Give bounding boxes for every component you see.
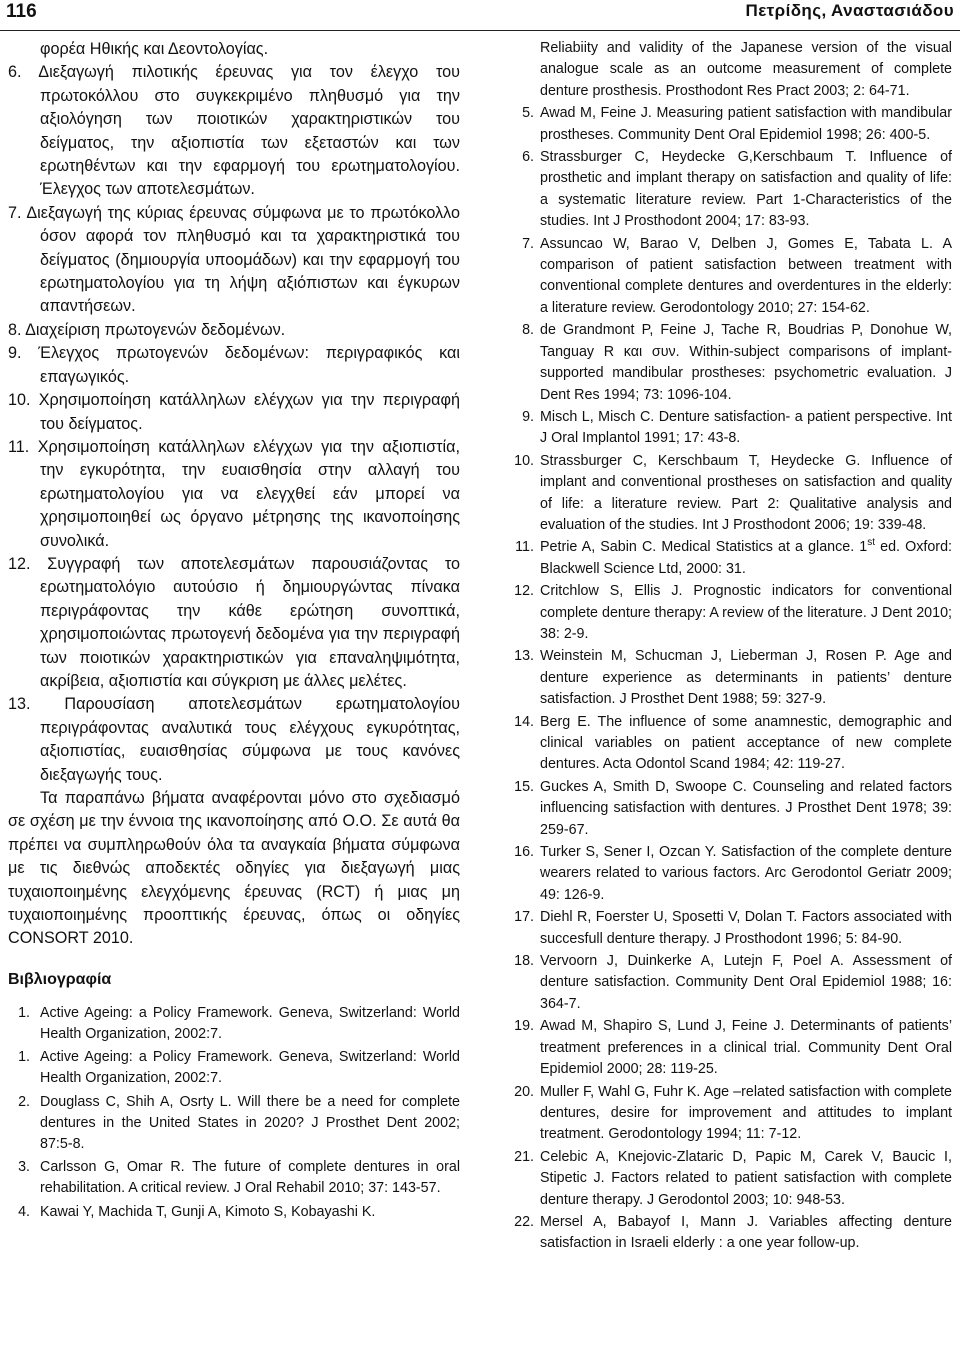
reference-number: 20. [514, 1083, 534, 1100]
reference-number: 22. [514, 1213, 534, 1230]
step-5-continuation: φορέα Ηθικής και Δεοντολογίας. [40, 40, 269, 58]
page-number: 116 [6, 1, 37, 22]
reference-text: Diehl R, Foerster U, Sposetti V, Dolan T. Factors associated with succesfull denture therapy. J Prosthodont 1996; 5: 84-90. [540, 909, 952, 947]
reference-item [8, 1092, 460, 1156]
reference-item [508, 712, 952, 776]
reference-item [8, 1047, 460, 1089]
reference-text: Active Ageing: a Policy Framework. Geneva, Switzerland: World Health Organization, 2002:7. [40, 1004, 460, 1043]
reference-item [508, 407, 952, 450]
reference-item [508, 907, 952, 950]
reference-text: Vervoorn J, Duinkerke A, Lutejn F, Poel A. Assessment of denture satisfaction. Community Dent Oral Epidemiol 1988; 16: 364-7. [540, 953, 952, 1012]
reference-number: 19. [514, 1018, 534, 1035]
reference-number: 4. [18, 1203, 30, 1220]
reference-text: Turker S, Sener I, Ozcan Y. Satisfaction of the complete denture wearers related to various factors. Arc Gerodontol Geriatr 2009; 49: 126-9. [540, 844, 952, 903]
reference-item [508, 320, 952, 406]
reference-item [508, 451, 952, 537]
reference-text: Kawai Y, Machida T, Gunji A, Kimoto S, Kobayashi K. [40, 1203, 376, 1220]
reference-text: Douglass C, Shih A, Osrty L. Will there be a need for complete dentures in the United States in 2020? J Prosthet Dent 2002; 87:5-8. [40, 1093, 460, 1153]
reference-text: Assuncao W, Barao V, Delben J, Gomes E, Tabata L. A comparison of patient satisfaction between treatment with conventional complete dentures and overdentures in the elderly: a literature review. Gerodontology 2010; 27: 154-62. [540, 235, 952, 316]
step-13: 13. Παρουσίαση αποτελεσμάτων ερωτηματολογίου περιγράφοντας αναλυτικά τους ελέγχους εγκυρότητας, αξιοπιστίας, ευαισθησίας σύμφωνα με τους κανόνες διεξαγωγής τους. [8, 695, 460, 784]
reference-list-right [508, 103, 952, 1255]
reference-4-continuation: Reliabiity and validity of the Japanese version of the visual analogue scale as an outcome measurement of complete denture prosthesis. Prosthodont Res Pract 2003; 2: 64-71. [540, 40, 952, 99]
step-11: 11. Χρησιμοποίηση κατάλληλων ελέγχων για την αξιοπιστία, την εγκυρότητα, την ευαισθησία στην αλλαγή του ερωτηματολογίου για να ελεγχθεί εάν μπορεί να χρησιμοποιηθεί ως όργανο μέτρησης της ικανοποίησης συνολικά. [8, 437, 460, 550]
reference-number: 18. [514, 953, 534, 970]
reference-list-left [8, 1003, 460, 1223]
reference-number: 10. [514, 452, 534, 469]
left-column [8, 38, 460, 1225]
reference-item [8, 1157, 460, 1199]
reference-item [508, 1016, 952, 1080]
reference-number: 12. [514, 583, 534, 600]
step-12: 12. Συγγραφή των αποτελεσμάτων παρουσιάζοντας το ερωτηματολόγιο αυτούσιο ή δημιουργώντας πίνακα περιγράφοντας την κάθε ερώτηση συνοπτικά, χρησιμοποιώντας πρωτογενή δεδομένα για την περιγραφή των ποιοτικών χαρακτηριστικών για επαναληψιμότητα, ακρίβεια, αξιοπιστία και σύγκριση με άλλες μελέτες. [8, 554, 460, 690]
reference-text: Petrie A, Sabin C. Medical Statistics at a glance. 1 [540, 539, 868, 556]
reference-number: 2. [18, 1093, 30, 1110]
reference-item [508, 103, 952, 146]
methodology-steps [8, 38, 460, 951]
step-7: 7. Διεξαγωγή της κύριας έρευνας σύμφωνα με το πρωτόκολλο όσον αφορά τον πληθυσμό και τα χαρακτηριστικά του δείγματος (δημιουργία υποομάδων) και την εφαρμογή του ερωτηματολογίου για τη λήψη αξιόπιστων και έγκυρων απαντήσεων. [8, 203, 460, 316]
reference-text: Strassburger C, Heydecke G,Kerschbaum T. Influence of prosthetic and implant therapy on satisfaction and quality of life: a systematic literature review. Part 1-Characteristics of the studies. Int J Prosthodont 2004; 17: 83-93. [540, 149, 952, 230]
page-header [0, 0, 960, 31]
reference-item [508, 234, 952, 320]
reference-number: 5. [522, 105, 534, 122]
reference-text: Carlsson G, Omar R. The future of complete dentures in oral rehabilitation. A critical review. J Oral Rehabil 2010; 37: 143-57. [40, 1159, 460, 1197]
reference-item [8, 1202, 460, 1223]
reference-text: Awad M, Feine J. Measuring patient satisfaction with mandibular prostheses. Community Dent Oral Epidemiol 1998; 26: 400-5. [540, 105, 952, 143]
reference-text: Berg E. The influence of some anamnestic, demographic and clinical variables on patient acceptance of new complete dentures. Acta Odontol Scand 1984; 42: 119-27. [540, 713, 952, 773]
reference-number: 1. [18, 1004, 30, 1021]
reference-item [8, 1003, 460, 1045]
reference-superscript: st [867, 537, 876, 549]
reference-number: 11. [515, 539, 534, 556]
reference-number: 1. [18, 1049, 30, 1066]
reference-number: 9. [522, 408, 534, 425]
reference-text: Awad M, Shapiro S, Lund J, Feine J. Determinants of patients’ treatment preferences in a clinical trial. Community Dent Oral Epidemiol 2000; 28: 119-25. [540, 1018, 952, 1078]
step-8: 8. Διαχείριση πρωτογενών δεδομένων. [8, 320, 286, 339]
reference-item [508, 777, 952, 841]
right-column [508, 38, 952, 1256]
reference-item [508, 147, 952, 233]
reference-item [508, 1212, 952, 1255]
reference-text: de Grandmont P, Feine J, Tache R, Boudrias P, Donohue W, Tanguay R και συν. Within-subject comparisons of implant-supported mandibular prostheses: psychometric evaluation. J Dent Res 1994; 73: 1096-104. [540, 322, 952, 403]
reference-number: 16. [514, 844, 534, 861]
reference-text: Mersel A, Babayof I, Mann J. Variables affecting denture satisfaction in Israeli elderly : a one year follow-up. [540, 1213, 952, 1252]
reference-text-cont: ed. Oxford: Blackwell Science Ltd, 2000: 31. [540, 539, 952, 577]
reference-item [508, 1082, 952, 1146]
reference-item [508, 951, 952, 1015]
reference-number: 15. [514, 778, 534, 795]
reference-item [508, 581, 952, 645]
step-10: 10. Χρησιμοποίηση κατάλληλων ελέγχων για την περιγραφή του δείγματος. [8, 391, 460, 433]
reference-item [508, 842, 952, 906]
reference-number: 17. [514, 909, 534, 926]
running-head-authors: Πετρίδης, Αναστασιάδου [745, 1, 954, 20]
reference-number: 3. [18, 1159, 30, 1176]
step-6: 6. Διεξαγωγή πιλοτικής έρευνας για τον έλεγχο του πρωτοκόλλου στο συγκεκριμένο πληθυσμό για την αξιολόγηση των ποιοτικών χαρακτηριστικών του δείγματος, την αξιοπιστία των εξεταστών και των ερωτηθέντων και την εφαρμογή του ερωτηματολογίου. Έλεγχος των αποτελεσμάτων. [8, 63, 460, 199]
reference-number: 14. [514, 713, 534, 730]
reference-text: Active Ageing: a Policy Framework. Geneva, Switzerland: World Health Organization, 2002:7. [40, 1049, 460, 1087]
reference-item [508, 537, 952, 580]
reference-number: 13. [514, 648, 534, 665]
reference-number: 8. [522, 322, 534, 339]
reference-text: Weinstein M, Schucman J, Lieberman J, Rosen P. Age and denture experience as determinants in patients’ denture satisfaction. J Prosthet Dent 1988; 59: 327-9. [540, 648, 952, 708]
reference-item [508, 1147, 952, 1211]
reference-item [508, 646, 952, 710]
reference-number: 7. [522, 235, 534, 252]
bibliography-heading: Βιβλιογραφία [8, 970, 112, 988]
reference-text: Celebic A, Knejovic-Zlataric D, Papic M, Carek V, Baucic I, Stipetic J. Factors related to patient satisfaction with complete denture therapy. J Gerodontol 2003; 10: 948-53. [540, 1148, 952, 1208]
reference-number: 6. [522, 149, 534, 166]
step-9: 9. Έλεγχος πρωτογενών δεδομένων: περιγραφικός και επαγωγικός. [8, 344, 460, 386]
reference-text: Strassburger C, Kerschbaum T, Heydecke G. Influence of implant and conventional prostheses on satisfaction and quality of life: a literature review. Part 2: Qualitative analysis and evaluation of the studies. Int J Prosthodont 2006; 19: 339-48. [540, 452, 952, 533]
reference-text: Misch L, Misch C. Denture satisfaction- a patient perspective. Int J Oral Implantol 1991; 17: 43-8. [540, 408, 952, 447]
reference-text: Critchlow S, Ellis J. Prognostic indicators for conventional complete denture therapy: A review of the literature. J Dent 2010; 38: 2-9. [540, 583, 952, 642]
reference-text: Muller F, Wahl G, Fuhr K. Age –related satisfaction with complete dentures, desire for improvement and attitudes to implant treatment. Gerodontology 1994; 11: 7-12. [540, 1083, 952, 1143]
reference-text: Guckes A, Smith D, Swoope C. Counseling and related factors influencing satisfaction with dentures. J Prosthet Dent 1978; 39: 259-67. [540, 778, 952, 838]
summary-paragraph: Τα παραπάνω βήματα αναφέρονται μόνο στο σχεδιασμό σε σχέση με την έννοια της ικανοποίησης από Ο.Ο. Σε αυτά θα πρέπει να συμπληρωθούν όλα τα αναγκαία βήματα σύμφωνα με τις διεθνώς αποδεκτές οδηγίες για διεξαγωγή μιας τυχαιοποιημένης ελεγχόμενης έρευνας (RCT) ή μιας μη τυχαιοποιημένης προοπτικής έρευνας, όπως οι οδηγίες CONSORT 2010. [8, 789, 460, 948]
reference-number: 21. [514, 1148, 534, 1165]
